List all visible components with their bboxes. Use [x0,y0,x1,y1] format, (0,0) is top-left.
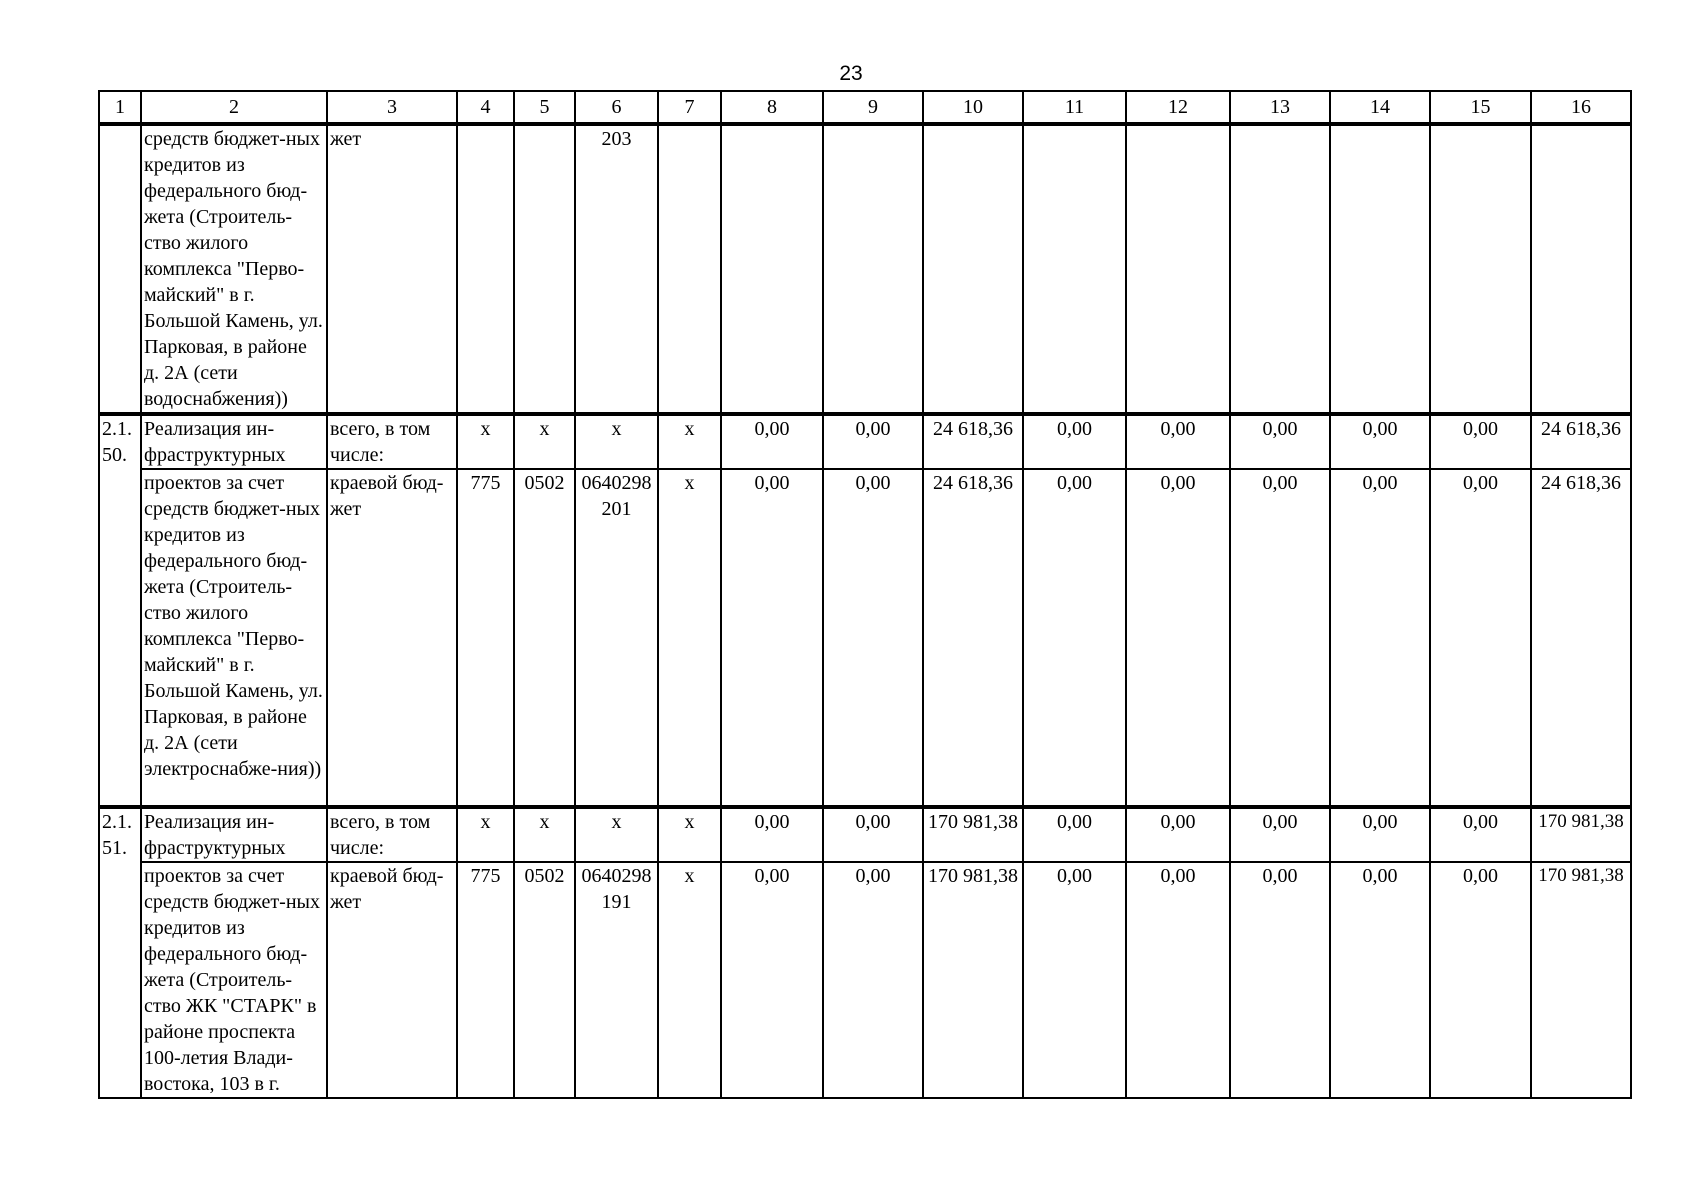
table-cell: 0,00 [1126,414,1230,469]
table-cell: x [457,807,514,862]
table-cell: x [658,469,721,807]
table-cell: 0,00 [1126,807,1230,862]
column-header: 7 [658,91,721,124]
table-cell: 775 [457,469,514,807]
table-cell: 24 618,36 [923,469,1023,807]
table-cell: 203 [575,124,658,414]
item-number: 2.1.50. [99,414,141,807]
table-cell [457,124,514,414]
table-cell [823,124,923,414]
column-header: 16 [1531,91,1631,124]
table-cell: 170 981,38 [923,862,1023,1098]
table-cell: средств бюджет-ных кредитов из федерального бюд-жета (Строитель-ство жилого комплекса "Перво-майский" в г. Большой Камень, ул. Парковая, в районе д. 2А (сети водоснабжения)) [141,124,327,414]
table-cell [1330,124,1430,414]
column-header: 1 [99,91,141,124]
column-header: 15 [1430,91,1531,124]
column-header: 11 [1023,91,1126,124]
table-cell: 0,00 [1330,862,1430,1098]
column-header: 14 [1330,91,1430,124]
table-cell: x [514,414,575,469]
table-cell: 0,00 [1330,807,1430,862]
table-cell: 0,00 [1023,862,1126,1098]
table-cell: x [658,807,721,862]
column-header: 10 [923,91,1023,124]
table-cell [1531,124,1631,414]
table-cell: 0,00 [1230,862,1330,1098]
table-row [99,414,1631,469]
table-cell: 0,00 [1430,469,1531,807]
table-cell: 170 981,38 [1531,807,1631,862]
table-row [99,862,1631,1098]
table-cell [658,124,721,414]
table-cell: 0,00 [823,807,923,862]
table-cell: 0,00 [1430,807,1531,862]
column-header: 4 [457,91,514,124]
column-header: 5 [514,91,575,124]
table-cell: 0,00 [823,414,923,469]
table-cell: 0,00 [721,862,823,1098]
table-cell: 775 [457,862,514,1098]
column-header: 3 [327,91,457,124]
table-cell: x [575,414,658,469]
table-cell: жет [327,124,457,414]
column-number-row [99,91,1631,124]
table-cell: 0,00 [1330,469,1430,807]
table-cell: 24 618,36 [923,414,1023,469]
table-cell [1023,124,1126,414]
column-header: 12 [1126,91,1230,124]
table-cell: 0,00 [823,469,923,807]
table-row [99,469,1631,807]
table-cell: 0,00 [1230,807,1330,862]
table-cell: 0,00 [721,414,823,469]
table-cell: 0640298191 [575,862,658,1098]
table-cell: Реализация ин-фраструктурных [141,807,327,862]
table-cell: 0,00 [1230,414,1330,469]
table-cell: 0,00 [1023,469,1126,807]
table-cell: 0,00 [1023,807,1126,862]
table-cell: 0,00 [721,807,823,862]
table-cell [923,124,1023,414]
table-cell: 24 618,36 [1531,469,1631,807]
table-cell: x [658,414,721,469]
table-cell [1126,124,1230,414]
table-cell: 0,00 [1126,862,1230,1098]
table-cell: 0,00 [1430,862,1531,1098]
page-number: 23 [839,62,863,85]
table-cell: 0502 [514,469,575,807]
table-cell: проектов за счет средств бюджет-ных кредитов из федерального бюд-жета (Строитель-ство ЖК "СТАРК" в районе проспекта 100-летия Влади-востока, 103 в г. [141,862,327,1098]
column-header: 13 [1230,91,1330,124]
table-row [99,124,1631,414]
table-cell: x [457,414,514,469]
column-header: 2 [141,91,327,124]
table-cell: 0,00 [1230,469,1330,807]
table-cell: 0,00 [1023,414,1126,469]
table-row [99,807,1631,862]
table-cell: краевой бюд-жет [327,862,457,1098]
budget-table [98,90,1632,1099]
item-number: 2.1.51. [99,807,141,1098]
table-cell: 24 618,36 [1531,414,1631,469]
table-cell: 0502 [514,862,575,1098]
column-header: 8 [721,91,823,124]
table-cell [1430,124,1531,414]
table-cell: Реализация ин-фраструктурных [141,414,327,469]
column-header: 6 [575,91,658,124]
table-cell: x [514,807,575,862]
table-cell: x [575,807,658,862]
table-cell: всего, в том числе: [327,414,457,469]
table-cell: 0,00 [823,862,923,1098]
table-cell: 0,00 [1430,414,1531,469]
table-cell: краевой бюд-жет [327,469,457,807]
table-cell [514,124,575,414]
table-cell: 0,00 [721,469,823,807]
table-cell: 170 981,38 [923,807,1023,862]
table-cell: 170 981,38 [1531,862,1631,1098]
table-cell [721,124,823,414]
table-cell: проектов за счет средств бюджет-ных кредитов из федерального бюд-жета (Строитель-ство жилого комплекса "Перво-майский" в г. Большой Камень, ул. Парковая, в районе д. 2А (сети электроснабже-ния)) [141,469,327,807]
column-header: 9 [823,91,923,124]
table-cell [1230,124,1330,414]
table-cell: 0640298201 [575,469,658,807]
table-cell: x [658,862,721,1098]
table-cell: 0,00 [1330,414,1430,469]
table-cell: 0,00 [1126,469,1230,807]
table-cell [99,124,141,414]
table-cell: всего, в том числе: [327,807,457,862]
